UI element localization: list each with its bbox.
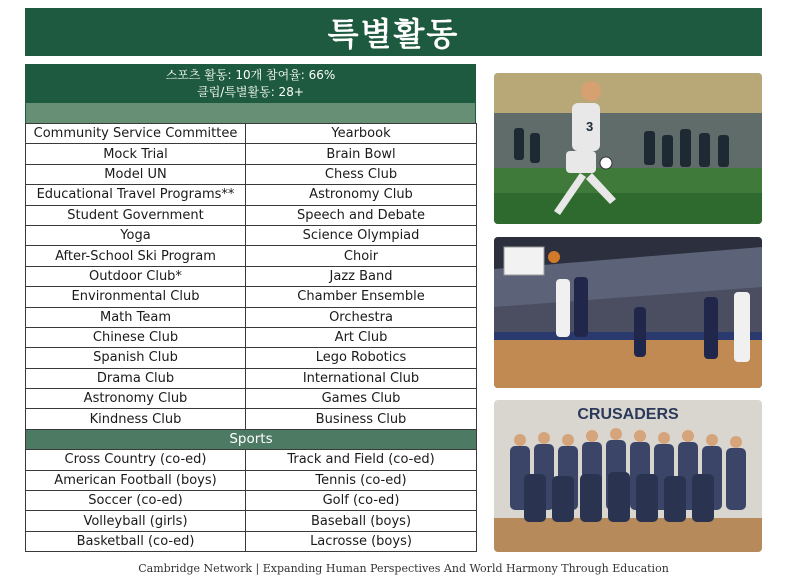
activity-cell-right: Astronomy Club xyxy=(246,185,477,205)
activity-cell-left: Cross Country (co-ed) xyxy=(26,450,246,470)
table-row xyxy=(26,491,477,511)
activity-cell-left: Yoga xyxy=(26,225,246,245)
table-row xyxy=(26,287,477,307)
stats-clubs-line: 클럽/특별활동: 28+ xyxy=(197,85,304,99)
activity-cell-left: Community Service Committee xyxy=(26,124,246,144)
activity-cell-left: Spanish Club xyxy=(26,348,246,368)
activity-cell-right: Lacrosse (boys) xyxy=(246,531,477,551)
table-row xyxy=(26,164,477,184)
activity-cell-right: Orchestra xyxy=(246,307,477,327)
jersey-number: 3 xyxy=(586,119,594,134)
activity-cell-left: After-School Ski Program xyxy=(26,246,246,266)
activity-cell-right: Golf (co-ed) xyxy=(246,491,477,511)
activity-cell-right: Choir xyxy=(246,246,477,266)
sports-section-row xyxy=(26,429,477,449)
basketball-game-photo xyxy=(494,237,762,388)
activity-cell-left: American Football (boys) xyxy=(26,470,246,490)
activity-cell-right: International Club xyxy=(246,368,477,388)
table-row xyxy=(26,124,477,144)
activity-cell-right: Tennis (co-ed) xyxy=(246,470,477,490)
soccer-player-photo xyxy=(494,73,762,224)
table-row xyxy=(26,511,477,531)
table-row xyxy=(26,450,477,470)
table-row xyxy=(26,185,477,205)
activity-cell-left: Drama Club xyxy=(26,368,246,388)
footer-tagline: Cambridge Network | Expanding Human Perspectives And World Harmony Through Education xyxy=(138,562,669,575)
activity-cell-left: Outdoor Club* xyxy=(26,266,246,286)
activity-cell-left: Chinese Club xyxy=(26,327,246,347)
activity-cell-left: Kindness Club xyxy=(26,409,246,429)
activity-cell-left: Model UN xyxy=(26,164,246,184)
activity-cell-right: Baseball (boys) xyxy=(246,511,477,531)
activity-cell-right: Chess Club xyxy=(246,164,477,184)
activity-cell-left: Astronomy Club xyxy=(26,389,246,409)
stats-sports-line: 스포츠 활동: 10개 참여율: 66% xyxy=(165,68,336,82)
table-row xyxy=(26,225,477,245)
activity-cell-left: Environmental Club xyxy=(26,287,246,307)
sports-section-header: Sports xyxy=(26,429,477,449)
stats-header xyxy=(25,64,476,103)
table-row xyxy=(26,246,477,266)
activity-cell-left: Soccer (co-ed) xyxy=(26,491,246,511)
table-row xyxy=(26,368,477,388)
activity-cell-right: Brain Bowl xyxy=(246,144,477,164)
activity-cell-right: Speech and Debate xyxy=(246,205,477,225)
activity-cell-left: Mock Trial xyxy=(26,144,246,164)
table-row xyxy=(26,266,477,286)
activities-table xyxy=(25,64,476,552)
activity-cell-right: Art Club xyxy=(246,327,477,347)
activity-cell-left: Basketball (co-ed) xyxy=(26,531,246,551)
table-row xyxy=(26,531,477,551)
activity-cell-left: Educational Travel Programs** xyxy=(26,185,246,205)
activity-cell-right: Games Club xyxy=(246,389,477,409)
table-row xyxy=(26,409,477,429)
activity-cell-left: Student Government xyxy=(26,205,246,225)
team-banner-text: CRUSADERS xyxy=(577,406,679,423)
activity-cell-right: Business Club xyxy=(246,409,477,429)
activity-cell-left: Math Team xyxy=(26,307,246,327)
activity-cell-right: Science Olympiad xyxy=(246,225,477,245)
table-row xyxy=(26,327,477,347)
table-row xyxy=(26,348,477,368)
activities-grid xyxy=(25,123,477,552)
activity-cell-right: Track and Field (co-ed) xyxy=(246,450,477,470)
activity-cell-left: Volleyball (girls) xyxy=(26,511,246,531)
table-row xyxy=(26,470,477,490)
activity-cell-right: Yearbook xyxy=(246,124,477,144)
team-photo xyxy=(494,400,762,552)
table-row xyxy=(26,307,477,327)
activity-cell-right: Lego Robotics xyxy=(246,348,477,368)
header-divider-band xyxy=(25,103,476,123)
table-row xyxy=(26,389,477,409)
table-row xyxy=(26,144,477,164)
activity-cell-right: Jazz Band xyxy=(246,266,477,286)
table-row xyxy=(26,205,477,225)
activity-cell-right: Chamber Ensemble xyxy=(246,287,477,307)
page-title: 특별활동 xyxy=(25,8,762,56)
